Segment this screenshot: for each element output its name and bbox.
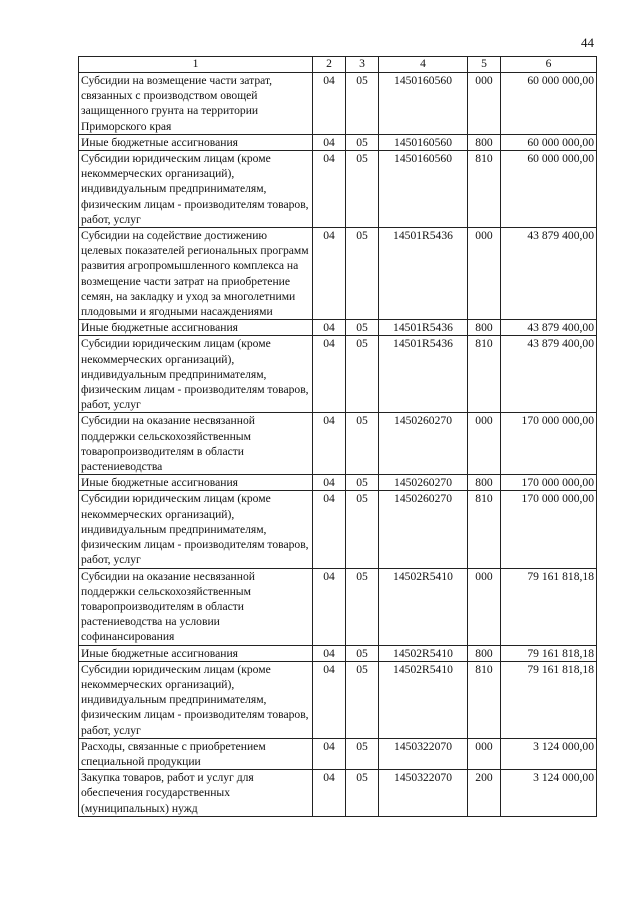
target-article-code: 14502R5410: [379, 661, 468, 738]
section-code: 04: [313, 770, 346, 817]
target-article-code: 14501R5436: [379, 336, 468, 413]
expense-type-code: 000: [468, 73, 501, 135]
section-code: 04: [313, 661, 346, 738]
table-row: [79, 491, 597, 568]
amount: 170 000 000,00: [501, 413, 597, 475]
target-article-code: 1450160560: [379, 73, 468, 135]
subsection-code: 05: [346, 645, 379, 661]
section-code: 04: [313, 413, 346, 475]
expense-type-code: 800: [468, 475, 501, 491]
table-row: [79, 73, 597, 135]
section-code: 04: [313, 320, 346, 336]
expense-type-code: 000: [468, 413, 501, 475]
section-code: 04: [313, 73, 346, 135]
column-header: 5: [468, 57, 501, 73]
table-row: [79, 661, 597, 738]
item-name: Расходы, связанные с приобретением специальной продукции: [79, 738, 313, 769]
target-article-code: 14502R5410: [379, 645, 468, 661]
subsection-code: 05: [346, 151, 379, 228]
table-row: [79, 413, 597, 475]
target-article-code: 14501R5436: [379, 228, 468, 320]
item-name: Субсидии юридическим лицам (кроме некоммерческих организаций), индивидуальным предпринимателям, физическим лицам - производителям товаров, работ, услуг: [79, 661, 313, 738]
expense-type-code: 000: [468, 228, 501, 320]
item-name: Субсидии юридическим лицам (кроме некоммерческих организаций), индивидуальным предпринимателям, физическим лицам - производителям товаров, работ, услуг: [79, 151, 313, 228]
target-article-code: 1450322070: [379, 738, 468, 769]
expense-type-code: 800: [468, 320, 501, 336]
column-header: 1: [79, 57, 313, 73]
amount: 43 879 400,00: [501, 336, 597, 413]
item-name: Субсидии на возмещение части затрат, связанных с производством овощей защищенного грунта на территории Приморского края: [79, 73, 313, 135]
subsection-code: 05: [346, 228, 379, 320]
table-row: [79, 738, 597, 769]
table-row: [79, 770, 597, 817]
section-code: 04: [313, 228, 346, 320]
section-code: 04: [313, 645, 346, 661]
table-row: [79, 568, 597, 645]
amount: 79 161 818,18: [501, 645, 597, 661]
expense-type-code: 810: [468, 336, 501, 413]
subsection-code: 05: [346, 661, 379, 738]
subsection-code: 05: [346, 568, 379, 645]
expense-type-code: 200: [468, 770, 501, 817]
expense-type-code: 000: [468, 568, 501, 645]
target-article-code: 1450260270: [379, 413, 468, 475]
section-code: 04: [313, 738, 346, 769]
column-header: 2: [313, 57, 346, 73]
subsection-code: 05: [346, 770, 379, 817]
header-row: [79, 57, 597, 73]
subsection-code: 05: [346, 336, 379, 413]
amount: 3 124 000,00: [501, 738, 597, 769]
item-name: Субсидии на оказание несвязанной поддержки сельскохозяйственным товаропроизводителям в области растениеводства: [79, 413, 313, 475]
table-row: [79, 151, 597, 228]
budget-table: [78, 56, 597, 817]
amount: 79 161 818,18: [501, 661, 597, 738]
table-row: [79, 645, 597, 661]
amount: 170 000 000,00: [501, 491, 597, 568]
item-name: Закупка товаров, работ и услуг для обеспечения государственных (муниципальных) нужд: [79, 770, 313, 817]
item-name: Иные бюджетные ассигнования: [79, 645, 313, 661]
target-article-code: 14501R5436: [379, 320, 468, 336]
section-code: 04: [313, 491, 346, 568]
amount: 170 000 000,00: [501, 475, 597, 491]
target-article-code: 1450160560: [379, 151, 468, 228]
item-name: Иные бюджетные ассигнования: [79, 475, 313, 491]
target-article-code: 1450160560: [379, 134, 468, 150]
item-name: Субсидии на содействие достижению целевых показателей региональных программ развития агропромышленного комплекса на возмещение части затрат на приобретение семян, на закладку и уход за многолетними плодовыми и ягодными насаждениями: [79, 228, 313, 320]
table-row: [79, 228, 597, 320]
item-name: Субсидии на оказание несвязанной поддержки сельскохозяйственным товаропроизводителям в области растениеводства на условии софинансирования: [79, 568, 313, 645]
subsection-code: 05: [346, 73, 379, 135]
expense-type-code: 810: [468, 661, 501, 738]
target-article-code: 1450322070: [379, 770, 468, 817]
amount: 60 000 000,00: [501, 73, 597, 135]
amount: 43 879 400,00: [501, 228, 597, 320]
item-name: Иные бюджетные ассигнования: [79, 134, 313, 150]
expense-type-code: 800: [468, 134, 501, 150]
amount: 3 124 000,00: [501, 770, 597, 817]
expense-type-code: 000: [468, 738, 501, 769]
section-code: 04: [313, 336, 346, 413]
section-code: 04: [313, 568, 346, 645]
amount: 43 879 400,00: [501, 320, 597, 336]
section-code: 04: [313, 134, 346, 150]
item-name: Субсидии юридическим лицам (кроме некоммерческих организаций), индивидуальным предпринимателям, физическим лицам - производителям товаров, работ, услуг: [79, 336, 313, 413]
item-name: Иные бюджетные ассигнования: [79, 320, 313, 336]
item-name: Субсидии юридическим лицам (кроме некоммерческих организаций), индивидуальным предпринимателям, физическим лицам - производителям товаров, работ, услуг: [79, 491, 313, 568]
expense-type-code: 810: [468, 151, 501, 228]
amount: 60 000 000,00: [501, 134, 597, 150]
amount: 79 161 818,18: [501, 568, 597, 645]
subsection-code: 05: [346, 475, 379, 491]
column-header: 3: [346, 57, 379, 73]
subsection-code: 05: [346, 320, 379, 336]
expense-type-code: 800: [468, 645, 501, 661]
subsection-code: 05: [346, 491, 379, 568]
section-code: 04: [313, 151, 346, 228]
subsection-code: 05: [346, 413, 379, 475]
table-row: [79, 320, 597, 336]
table-row: [79, 134, 597, 150]
target-article-code: 1450260270: [379, 475, 468, 491]
subsection-code: 05: [346, 134, 379, 150]
target-article-code: 14502R5410: [379, 568, 468, 645]
page-number: 44: [581, 35, 594, 50]
target-article-code: 1450260270: [379, 491, 468, 568]
expense-type-code: 810: [468, 491, 501, 568]
amount: 60 000 000,00: [501, 151, 597, 228]
section-code: 04: [313, 475, 346, 491]
table-row: [79, 475, 597, 491]
table-row: [79, 336, 597, 413]
subsection-code: 05: [346, 738, 379, 769]
column-header: 4: [379, 57, 468, 73]
column-header: 6: [501, 57, 597, 73]
